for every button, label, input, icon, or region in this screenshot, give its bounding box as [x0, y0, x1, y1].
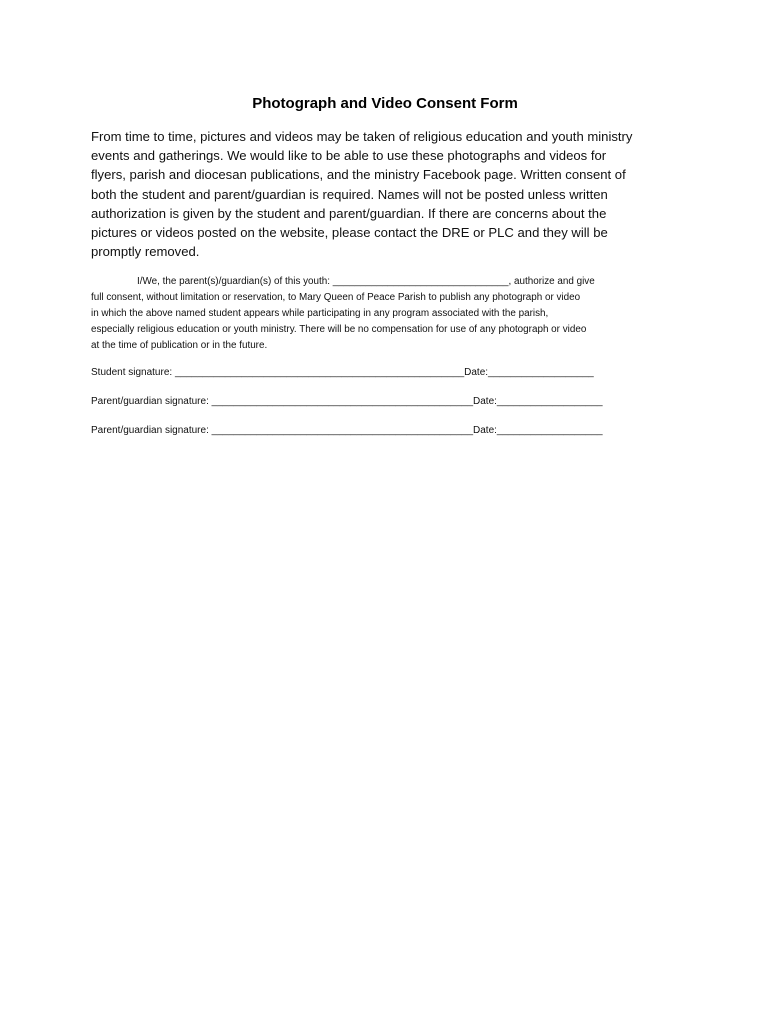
intro-paragraph — [91, 127, 681, 261]
consent-line: especially religious education or youth ministry. There will be no compensation for use of any photograph or video — [91, 323, 587, 335]
parent-signature-line-2: Parent/guardian signature: _______________________________________________Date:___________________ — [91, 425, 603, 436]
consent-statement — [91, 274, 691, 354]
intro-line: flyers, parish and diocesan publications, and the ministry Facebook page. Written consent of — [91, 167, 626, 183]
intro-line: events and gatherings. We would like to be able to use these photographs and videos for — [91, 148, 607, 164]
intro-line: pictures or videos posted on the website, please contact the DRE or PLC and they will be — [91, 225, 608, 241]
intro-line: authorization is given by the student and parent/guardian. If there are concerns about the — [91, 205, 607, 221]
intro-line: From time to time, pictures and videos may be taken of religious education and youth ministry — [91, 129, 633, 144]
consent-line: at the time of publication or in the future. — [91, 339, 268, 351]
intro-line: promptly removed. — [91, 244, 200, 260]
intro-line: both the student and parent/guardian is required. Names will not be posted unless written — [91, 186, 608, 202]
student-signature-line: Student signature: ____________________________________________________Date:___________________ — [91, 367, 594, 378]
parent-signature-line-1: Parent/guardian signature: _______________________________________________Date:___________________ — [91, 396, 603, 407]
consent-line: in which the above named student appears while participating in any program associated with the parish, — [91, 307, 549, 319]
consent-line: full consent, without limitation or reservation, to Mary Queen of Peace Parish to publish any photograph or video — [91, 291, 581, 303]
consent-line: I/We, the parent(s)/guardian(s) of this youth: ________________________________, authorize and give — [137, 276, 595, 287]
page-title: Photograph and Video Consent Form — [252, 95, 518, 112]
